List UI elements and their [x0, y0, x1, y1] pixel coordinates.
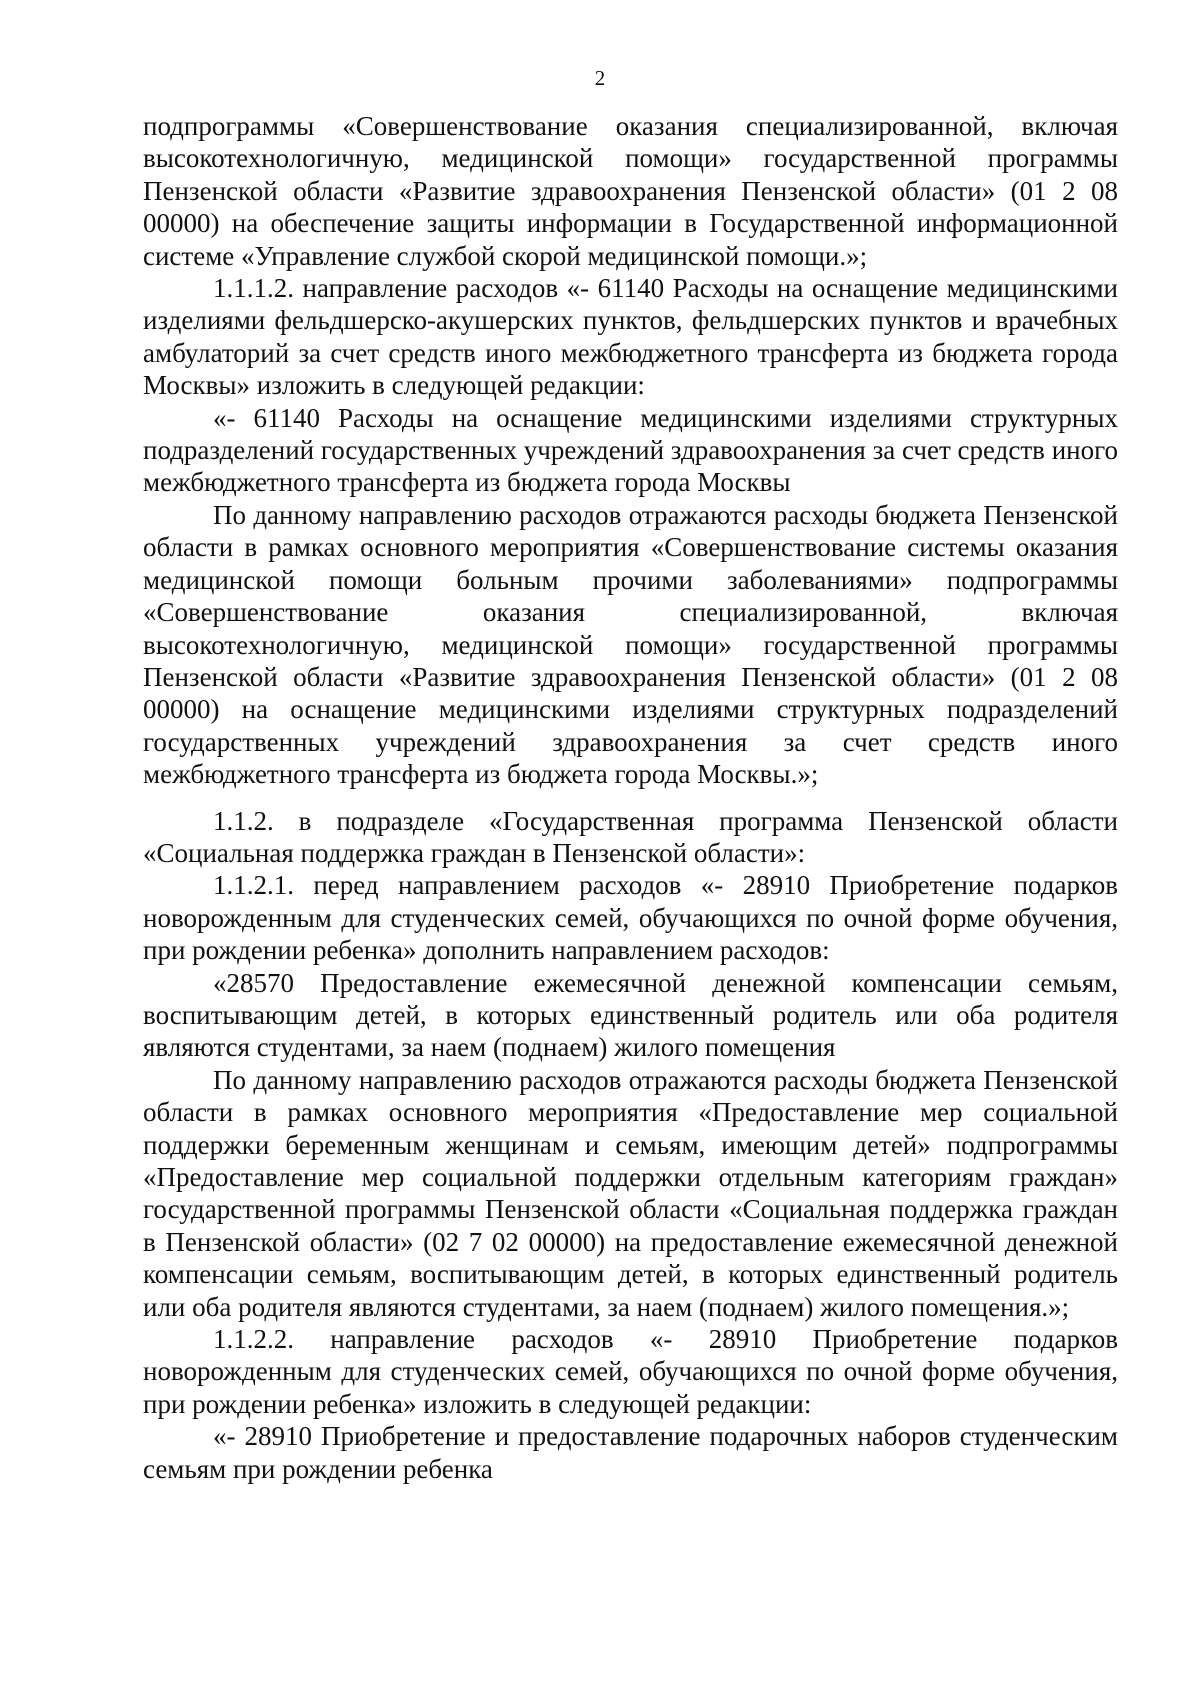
paragraph-61140-description: По данному направлению расходов отражаются расходы бюджета Пензенской области в рамках основного мероприятия «Совершенствование системы оказания медицинской помощи больным прочими заболеваниями» подпрограммы «Совершенствование оказания специализированной, включая высокотехнологичную, медицинской помощи» государственной программы Пензенской области «Развитие здравоохранения Пензенской области» (01 2 08 00000) на оснащение медицинскими изделиями структурных подразделений государственных учреждений здравоохранения за счет средств иного межбюджетного трансферта из бюджета города Москвы.»;: [143, 499, 1118, 790]
paragraph-28910-title: «- 28910 Приобретение и предоставление подарочных наборов студенческим семьям при рождении ребенка: [143, 1421, 1118, 1484]
document-body: [143, 110, 1118, 1485]
paragraph-1-1-2-2: 1.1.2.2. направление расходов «- 28910 Приобретение подарков новорожденным для студенческих семей, обучающихся по очной форме обучения, при рождении ребенка» изложить в следующей редакции:: [143, 1324, 1118, 1419]
paragraph-28570-title: «28570 Предоставление ежемесячной денежной компенсации семьям, воспитывающим детей, в которых единственный родитель или оба родителя являются студентами, за наем (поднаем) жилого помещения: [143, 967, 1118, 1063]
page-number: 2: [594, 66, 606, 90]
paragraph-1-1-1-2: 1.1.1.2. направление расходов «- 61140 Расходы на оснащение медицинскими изделиями фельдшерско-акушерских пунктов, фельдшерских пунктов и врачебных амбулаторий за счет средств иного межбюджетного трансферта из бюджета города Москвы» изложить в следующей редакции:: [143, 273, 1118, 401]
paragraph-61140-title: «- 61140 Расходы на оснащение медицинскими изделиями структурных подразделений государственных учреждений здравоохранения за счет средств иного межбюджетного трансферта из бюджета города Москвы: [143, 402, 1118, 498]
paragraph-1-1-2-1: 1.1.2.1. перед направлением расходов «- 28910 Приобретение подарков новорожденным для студенческих семей, обучающихся по очной форме обучения, при рождении ребенка» дополнить направлением расходов:: [143, 870, 1118, 966]
paragraph-continuation: подпрограммы «Совершенствование оказания специализированной, включая высокотехнологичную, медицинской помощи» государственной программы Пензенской области «Развитие здравоохранения Пензенской области» (01 2 08 00000) на обеспечение защиты информации в Государственной информационной системе «Управление службой скорой медицинской помощи.»;: [143, 111, 1118, 271]
paragraph-28570-description: По данному направлению расходов отражаются расходы бюджета Пензенской области в рамках основного мероприятия «Предоставление мер социальной поддержки беременным женщинам и семьям, имеющим детей» подпрограммы «Предоставление мер социальной поддержки отдельным категориям граждан» государственной программы Пензенской области «Социальная поддержка граждан в Пензенской области» (02 7 02 00000) на предоставление ежемесячной денежной компенсации семьям, воспитывающим детей, в которых единственный родитель или оба родителя являются студентами, за наем (поднаем) жилого помещения.»;: [143, 1064, 1118, 1322]
paragraph-1-1-2: 1.1.2. в подразделе «Государственная программа Пензенской области «Социальная поддержка граждан в Пензенской области»:: [143, 805, 1118, 868]
